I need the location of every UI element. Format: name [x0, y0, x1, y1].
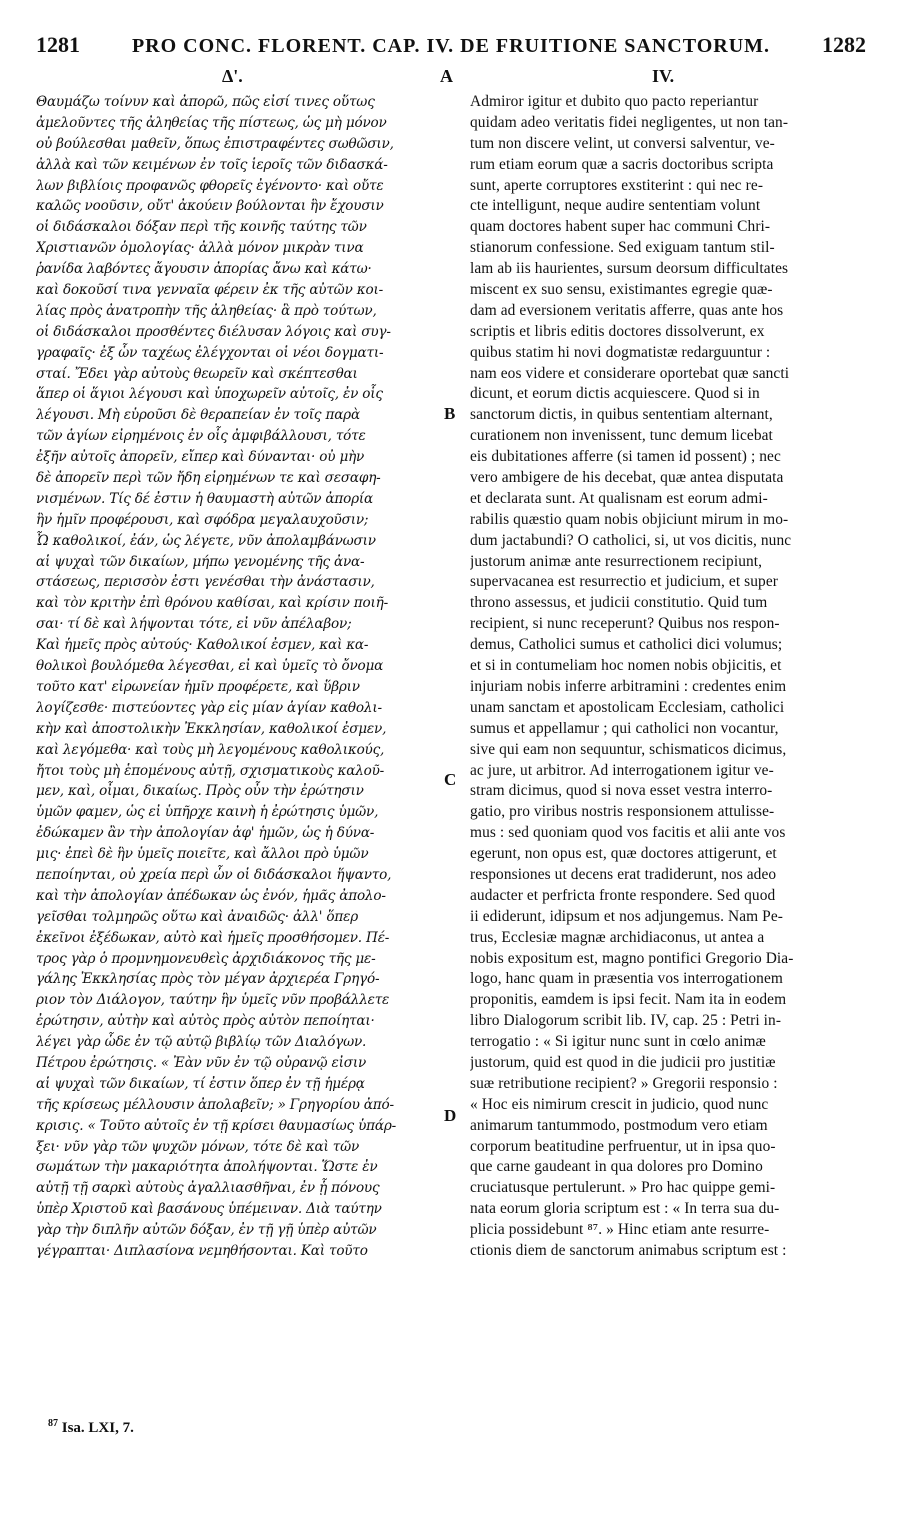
footnote-text: Isa. LXI, 7. [58, 1420, 134, 1436]
greek-text-line: ἀμελοῦντες τῆς ἀληθείας τῆς πίστεως, ὡς μὴ μόνον [36, 114, 387, 131]
latin-text-line: justorum, quid est quod in die judicii pro justitiæ [470, 1053, 776, 1071]
footnote-mark: 87 [48, 1418, 58, 1429]
latin-text-line: Admiror igitur et dubito quo pacto reperiantur [470, 93, 759, 110]
latin-text-line: trus, Ecclesiæ magnæ archidiaconus, ut antea a [470, 928, 765, 946]
latin-text-line: quam doctores habent super hac communi Chri- [470, 218, 771, 236]
greek-text-line: σταί. Ἔδει γὰρ αὐτοὺς θεωρεῖν καὶ σκέπτεσθαι [36, 365, 358, 382]
latin-text-line: lam ab iis haurientes, sursum deorsum difficultates [470, 260, 789, 278]
greek-text-line: οἱ διδάσκαλοι προσθέντες διέλυσαν λόγοις καὶ συγ- [36, 323, 391, 340]
greek-text-line: καλῶς νοοῦσιν, οὔτ' ἀκούειν βούλονται ἣν ἔχουσιν [36, 198, 384, 215]
latin-text-line: mus : sed quoniam quod vos facitis et alii ante vos [470, 824, 786, 842]
margin-letter-b: B [444, 404, 456, 423]
greek-text-line: Καὶ ἡμεῖς πρὸς αὐτούς· Καθολικοί ἐσμεν, καὶ κα- [36, 637, 369, 654]
greek-text-line: καὶ τὸν κριτὴν ἐπὶ θρόνου καθίσαι, καὶ κρίσιν ποιῆ- [36, 595, 388, 612]
latin-text-line: curationem non invenissent, tunc demum licebat [470, 427, 773, 445]
page-number-right: 1282 [821, 32, 866, 57]
greek-text-line: πεποίηνται, οὐ χρεία περὶ ὧν οἱ διδάσκαλοι ἥψαντο, [36, 866, 392, 883]
latin-text-line: suæ retributione recipient? » Gregorii responsio : [470, 1074, 778, 1092]
latin-text-line: stram dicimus, quod si nova esset vestra interro- [470, 782, 773, 800]
latin-text-line: supervacanea est resurrectio et judicium, et super [470, 573, 778, 591]
latin-text-line: plicia possidebunt ⁸⁷. » Hinc etiam ante resurre- [470, 1221, 770, 1239]
latin-text-line: stianorum confessione. Sed exiguam tantum stil- [470, 239, 775, 257]
greek-text-line: λέγει γὰρ ὧδε ἐν τῷ αὐτῷ βιβλίῳ τῶν Διαλόγων. [36, 1034, 367, 1051]
greek-text-line: γάλης Ἐκκλησίας πρὸς τὸν μέγαν ἀρχιερέα Γρηγό- [36, 971, 380, 988]
greek-text-line: ἐρώτησιν, αὐτὴν καὶ αὐτὸς πρὸς αὐτὸν πεποίηται· [36, 1013, 375, 1030]
greek-text-line: οἱ διδάσκαλοι δόξαν περὶ τῆς κοινῆς ταύτης τῶν [36, 219, 367, 236]
latin-text-line: nam eos videre et considerare oportebat quæ sancti [470, 364, 790, 382]
latin-text-line: recipient, si nunc receperunt? Quibus nos respon- [470, 615, 780, 633]
greek-text-line: καὶ δοκοῦσί τινα γενναῖα φέρειν ἐκ τῆς αὐτῶν κοι- [36, 282, 383, 299]
greek-text-line: γεῖσθαι τολμηρῶς οὕτω καὶ ἀναιδῶς· ἀλλ' ὅπερ [36, 908, 359, 925]
greek-text-line: μις· ἐπεὶ δὲ ἣν ὑμεῖς ποιεῖτε, καὶ ἄλλοι πρὸ ὑμῶν [36, 846, 369, 863]
latin-column [470, 92, 870, 1262]
latin-text-line: tum non discere velint, ut conversi salventur, ve- [470, 134, 775, 152]
greek-text-line: σαι· τί δὲ καὶ λήψονται τότε, εἰ νῦν ἀπέλαβον; [36, 616, 352, 633]
greek-text-line: σωμάτων τὴν μακαριότητα ἀπολήψονται. Ὥστε ἐν [36, 1159, 378, 1176]
greek-text-line: ῥανίδα λαβόντες ἄγουσιν ἀπορίας ἄνω καὶ κάτω· [36, 261, 372, 278]
latin-text-line: libro Dialogorum scribit lib. IV, cap. 25 : Petri in- [470, 1012, 782, 1030]
margin-letter-a: A [440, 66, 453, 86]
latin-text-line: dicunt, et eorum dictis acquiescere. Quod si in [470, 385, 760, 403]
latin-text-line: et declarata sunt. At qualisnam est eorum admi- [470, 489, 768, 507]
latin-text-line: dum jactabundi? O catholici, si, ut vos dicitis, nunc [470, 531, 792, 549]
greek-text-line: οὐ βούλεσθαι μαθεῖν, ὅπως ἐπιστραφέντες σωθῶσιν, [36, 135, 394, 152]
running-title: PRO CONC. FLORENT. CAP. IV. DE FRUITIONE SANCTORUM. [131, 35, 771, 57]
latin-text-line: ac jure, ut arbitror. Ad interrogationem igitur ve- [470, 761, 774, 779]
latin-text-line: justorum animæ ante resurrectionem recipiunt, [470, 552, 763, 570]
greek-text-line: στάσεως, περισσὸν ἐστι γενέσθαι τὴν ἀνάστασιν, [36, 574, 375, 591]
greek-text-line: λέγουσι. Μὴ εὑροῦσι δὲ θεραπείαν ἐν τοῖς παρὰ [36, 407, 360, 424]
greek-text-line: μεν, καὶ, οἶμαι, δικαίως. Πρὸς οὖν τὴν ἐρώτησιν [36, 783, 364, 800]
greek-text-line: νισμένων. Τίς δέ ἐστιν ἡ θαυμαστὴ αὐτῶν ἀπορία [36, 490, 374, 507]
greek-text-line: λογίζεσθε· πιστεύοντες γὰρ εἰς μίαν ἁγίαν καθολι- [36, 699, 382, 716]
latin-text-line: gatio, pro viribus nostris responsionem attulisse- [470, 803, 775, 821]
greek-text-line: ἀλλὰ καὶ τῶν κειμένων ἐν τοῖς ἱεροῖς τῶν διδασκά- [36, 156, 388, 173]
latin-section-heading: IV. [652, 66, 675, 86]
greek-text-line: τοῦτο κατ' εἰρωνείαν ἡμῖν προφέρετε, καὶ ὕβριν [36, 678, 360, 695]
greek-text-line: ἅπερ οἱ ἅγιοι λέγουσι καὶ ὑποχωρεῖν αὐτοῖς, ἐν οἷς [36, 386, 383, 403]
latin-text-line: responsiones ut decens erat tradiderunt, nos adeo [470, 865, 777, 883]
greek-text-line: ὑμῶν φαμεν, ὡς εἰ ὑπῆρχε καινὴ ἡ ἐρώτησις ὑμῶν, [36, 804, 379, 821]
margin-letter-c: C [444, 770, 457, 789]
greek-text-line: καὶ λεγόμεθα· καὶ τοὺς μὴ λεγομένους καθολικούς, [36, 741, 385, 758]
greek-text-line: Πέτρου ἐρώτησις. « Ἐὰν νῦν ἐν τῷ οὐρανῷ εἰσιν [36, 1054, 367, 1071]
latin-text-line: dam ad eversionem veritatis afferre, quas ante hos [470, 301, 784, 319]
latin-text-line: quibus statim hi novi dogmatistæ redarguuntur : [470, 343, 771, 361]
latin-text-line: eis dubitationes afferre (si tamen id possent) ; nec [470, 448, 781, 466]
greek-text-line: ξει· νῦν γὰρ τῶν ψυχῶν μόνων, τότε δὲ καὶ τῶν [36, 1138, 360, 1155]
greek-text-line: Χριστιανῶν ὁμολογίας· ἀλλὰ μόνον μικρὰν τινα [36, 240, 364, 257]
latin-text-line: nobis expositum est, magno pontifici Gregorio Dia- [470, 949, 794, 967]
latin-text-line: « Hoc eis nimirum crescit in judicio, quod nunc [470, 1095, 769, 1113]
greek-text-line: ριον τὸν Διάλογον, ταύτην ἣν ὑμεῖς νῦν προβάλλετε [36, 992, 390, 1009]
latin-text-line: sive qui eam non sequuntur, schismaticos dicimus, [470, 740, 787, 758]
latin-text-line: ctionis diem de sanctorum animabus scriptum est : [470, 1241, 787, 1259]
greek-text-line: λίας πρὸς ἀνατροπὴν τῆς ἀληθείας· ἃ πρὸ τούτων, [36, 302, 377, 319]
margin-letter-d: D [444, 1106, 457, 1125]
greek-text-line: καὶ τὴν ἀπολογίαν ἀπέδωκαν ὡς ἐνόν, ἡμᾶς ἀπολο- [36, 887, 386, 904]
latin-text-line: cruciatusque pertulerunt. » Pro hac quippe gemi- [470, 1179, 776, 1197]
greek-text-line: θολικοὶ βουλόμεθα λέγεσθαι, εἰ καὶ ὑμεῖς τὸ ὄνομα [36, 658, 384, 675]
latin-text-line: animarum tantummodo, postmodum vero etiam [470, 1116, 768, 1134]
greek-text-line: τῶν ἁγίων εἰρημένοις ἐν οἷς ἀμφιβάλλουσι, τότε [36, 428, 366, 445]
latin-text-line: nata eorum gloria scriptum est : « In terra sua du- [470, 1200, 780, 1218]
greek-section-heading: Δ'. [222, 66, 243, 86]
latin-text-line: miscent ex suo sensu, existimantes egregie quæ- [470, 281, 773, 299]
greek-text-line: γραφαῖς· ἐξ ὧν ταχέως ἐλέγχονται οἱ νέοι δογματι- [36, 344, 384, 361]
greek-text-line: τῆς κρίσεως μέλλουσιν ἀπολαβεῖν; » Γρηγορίου ἀπό- [36, 1096, 394, 1113]
latin-text-line: et si in contumeliam hoc nomen nobis objicitis, et [470, 657, 782, 675]
greek-text-line: αὐτῇ τῇ σαρκὶ αὐτοὺς ἀγαλλιασθῆναι, ἐν ᾗ πόνους [36, 1180, 380, 1197]
greek-text-line: λων βιβλίοις προφανῶς φθορεῖς ἐγένοντο· καὶ οὔτε [36, 177, 384, 194]
footnote [48, 1418, 134, 1437]
greek-text-line: ἤτοι τοὺς μὴ ἑπομένους αὐτῇ, σχισματικοὺς καλοῦ- [36, 762, 385, 779]
greek-text-line: αἱ ψυχαὶ τῶν δικαίων, τί ἐστιν ὅπερ ἐν τῇ ἡμέρᾳ [36, 1075, 365, 1092]
latin-text-line: sumus et appellamur ; qui catholici non vocantur, [470, 719, 779, 737]
latin-text-line: vero ambigere de his decebat, quæ antea disputata [470, 469, 784, 487]
greek-column [36, 92, 446, 1262]
greek-text-line: ἐδώκαμεν ἂν τὴν ἀπολογίαν ἀφ' ἡμῶν, ὡς ἡ δύνα- [36, 825, 375, 842]
latin-text-line: ii ediderunt, idipsum et nos adjungemus. Nam Pe- [470, 907, 783, 925]
latin-text-line: rum etiam eorum quæ a sacris doctoribus scripta [470, 155, 774, 173]
latin-text-line: sunt, aperte corruptores exstiterint : qui nec re- [470, 176, 764, 194]
greek-text-line: ἣν ἡμῖν προφέρουσι, καὶ σφόδρα μεγαλαυχοῦσιν; [36, 511, 369, 528]
page-number-left: 1281 [36, 32, 80, 57]
latin-text-line: corporum beatitudine perfruentur, ut in ipsa quo- [470, 1137, 776, 1155]
latin-text-line: unam sanctam et apostolicam Ecclesiam, catholici [470, 698, 785, 716]
latin-text-line: rabilis quæstio quam nobis objiciunt mirum in mo- [470, 510, 789, 528]
latin-text-line: quidam adeo veritatis fidei negligentes, ut non tan- [470, 113, 789, 131]
greek-text-line: ἐκεῖνοι ἐξέδωκαν, αὐτὸ καὶ ἡμεῖς προσθήσομεν. Πέ- [36, 929, 390, 946]
latin-text-line: throno assessus, et judicii constitutio. Quid tum [470, 594, 768, 612]
latin-text-line: logo, hanc quam in præsentia vos interrogationem [470, 970, 783, 988]
latin-text-line: que carne gaudeant in qua dolores pro Domino [470, 1158, 763, 1176]
latin-text-line: audacter et perfricta fronte respondere. Sed quod [470, 886, 776, 904]
latin-text-line: egerunt, non opus est, quæ doctores attigerunt, et [470, 845, 777, 863]
greek-text-line: κρισις. « Τοῦτο αὐτοῖς ἐν τῇ κρίσει θαυμασίως ὑπάρ- [36, 1117, 397, 1134]
latin-text-line: demus, Catholici sumus et catholici dici volumus; [470, 636, 783, 654]
greek-text-line: Θαυμάζω τοίνυν καὶ ἀπορῶ, πῶς εἰσί τινες οὕτως [36, 94, 375, 110]
latin-text-line: scriptis et libris editis doctores dissolverunt, ex [470, 322, 765, 340]
latin-text-line: cte intelligunt, neque audire sententiam volunt [470, 197, 761, 215]
latin-text-line: injuriam nobis inferre arbitramini : credentes enim [470, 677, 787, 695]
page-header [36, 32, 866, 64]
greek-text-line: κὴν καὶ ἀποστολικὴν Ἐκκλησίαν, καθολικοί ἐσμεν, [36, 720, 387, 737]
greek-text-line: ὑπὲρ Χριστοῦ καὶ βασάνους ὑπέμειναν. Διὰ ταύτην [36, 1201, 382, 1218]
greek-text-line: τρος γὰρ ὁ προμνημονευθεὶς ἀρχιδιάκονος τῆς με- [36, 950, 376, 967]
greek-text-line: Ὦ καθολικοί, ἐάν, ὡς λέγετε, νῦν ἀπολαμβάνωσιν [36, 532, 376, 549]
latin-text-line: proponitis, eamdem is ipsi fecit. Nam ita in eodem [470, 991, 787, 1009]
greek-text-line: γέγραπται· Διπλασίονα νεμηθήσονται. Καὶ τοῦτο [36, 1242, 368, 1259]
greek-text-line: ἐξῆν αὐτοῖς ἀπορεῖν, εἴπερ καὶ δύνανται· οὐ μὴν [36, 449, 365, 466]
greek-text-line: αἱ ψυχαὶ τῶν δικαίων, μήπω γενομένης τῆς ἀνα- [36, 553, 365, 570]
latin-text-line: sanctorum dictis, in quibus sententiam alternant, [470, 406, 773, 424]
greek-text-line: δὲ ἀπορεῖν περὶ τῶν ἤδη εἰρημένων τε καὶ σεσαφη- [36, 470, 381, 487]
latin-text-line: terrogatio : « Si igitur nunc sunt in cœlo animæ [470, 1033, 766, 1051]
greek-text-line: γὰρ τὴν διπλῆν αὐτῶν δόξαν, ἐν τῇ γῇ ὑπὲρ αὐτῶν [36, 1222, 377, 1239]
